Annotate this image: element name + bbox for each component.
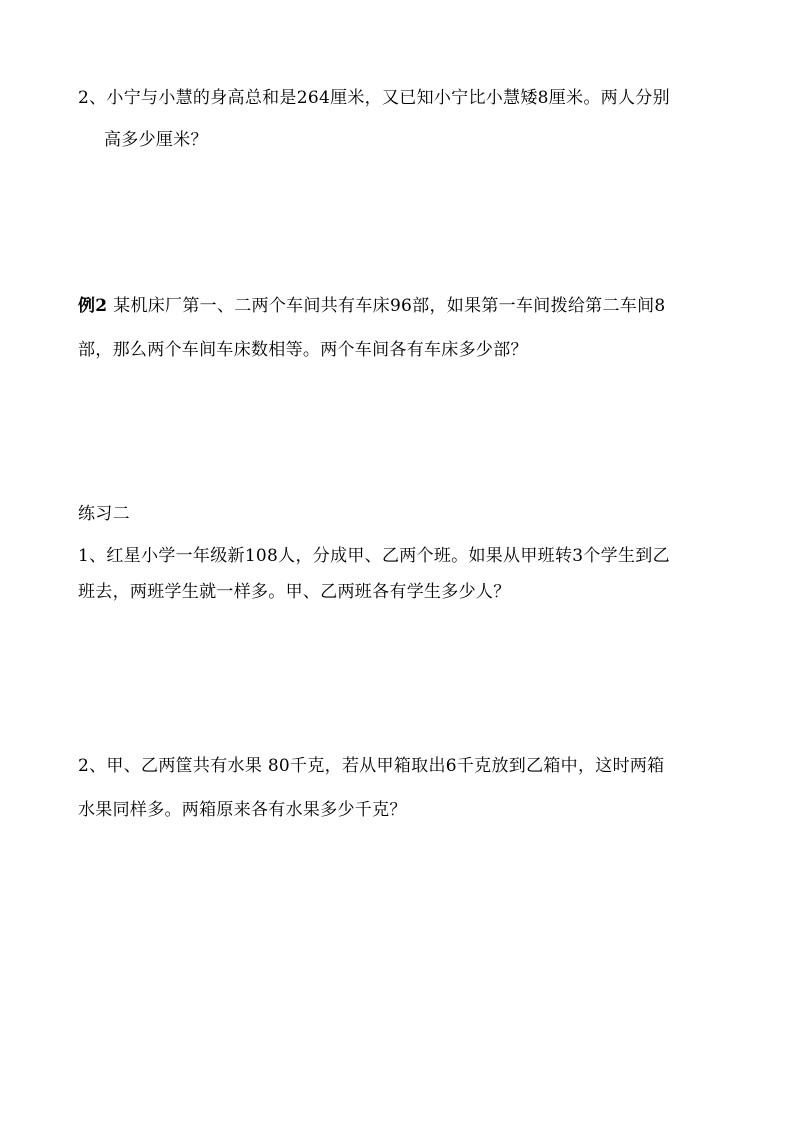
example-2-line-2: 部，那么两个车间车床数相等。两个车间各有车床多少部？ <box>78 340 528 360</box>
practice-2-question-2-line-1: 2、甲、乙两筐共有水果 80千克，若从甲箱取出6千克放到乙箱中，这时两箱 <box>78 756 665 776</box>
example-2-text: 某机床厂第一、二两个车间共有车床96部，如果第一车间拨给第二车间8 <box>107 296 666 316</box>
example-2-line-1 <box>78 294 666 318</box>
practice-2-question-1-line-2: 班去，两班学生就一样多。甲、乙两班各有学生多少人？ <box>78 582 511 602</box>
practice-2-question-2-line-2: 水果同样多。两箱原来各有水果多少千克？ <box>78 800 407 820</box>
practice-2-question-1-line-1: 1、红星小学一年级新108人，分成甲、乙两个班。如果从甲班转3个学生到乙 <box>78 546 670 566</box>
problem-2-line-1: 2、小宁与小慧的身高总和是264厘米，又已知小宁比小慧矮8厘米。两人分别 <box>78 88 670 108</box>
problem-2-line-2: 高多少厘米？ <box>104 130 208 150</box>
practice-2-heading: 练习二 <box>78 504 130 524</box>
example-2-label: 例2 <box>78 296 108 316</box>
